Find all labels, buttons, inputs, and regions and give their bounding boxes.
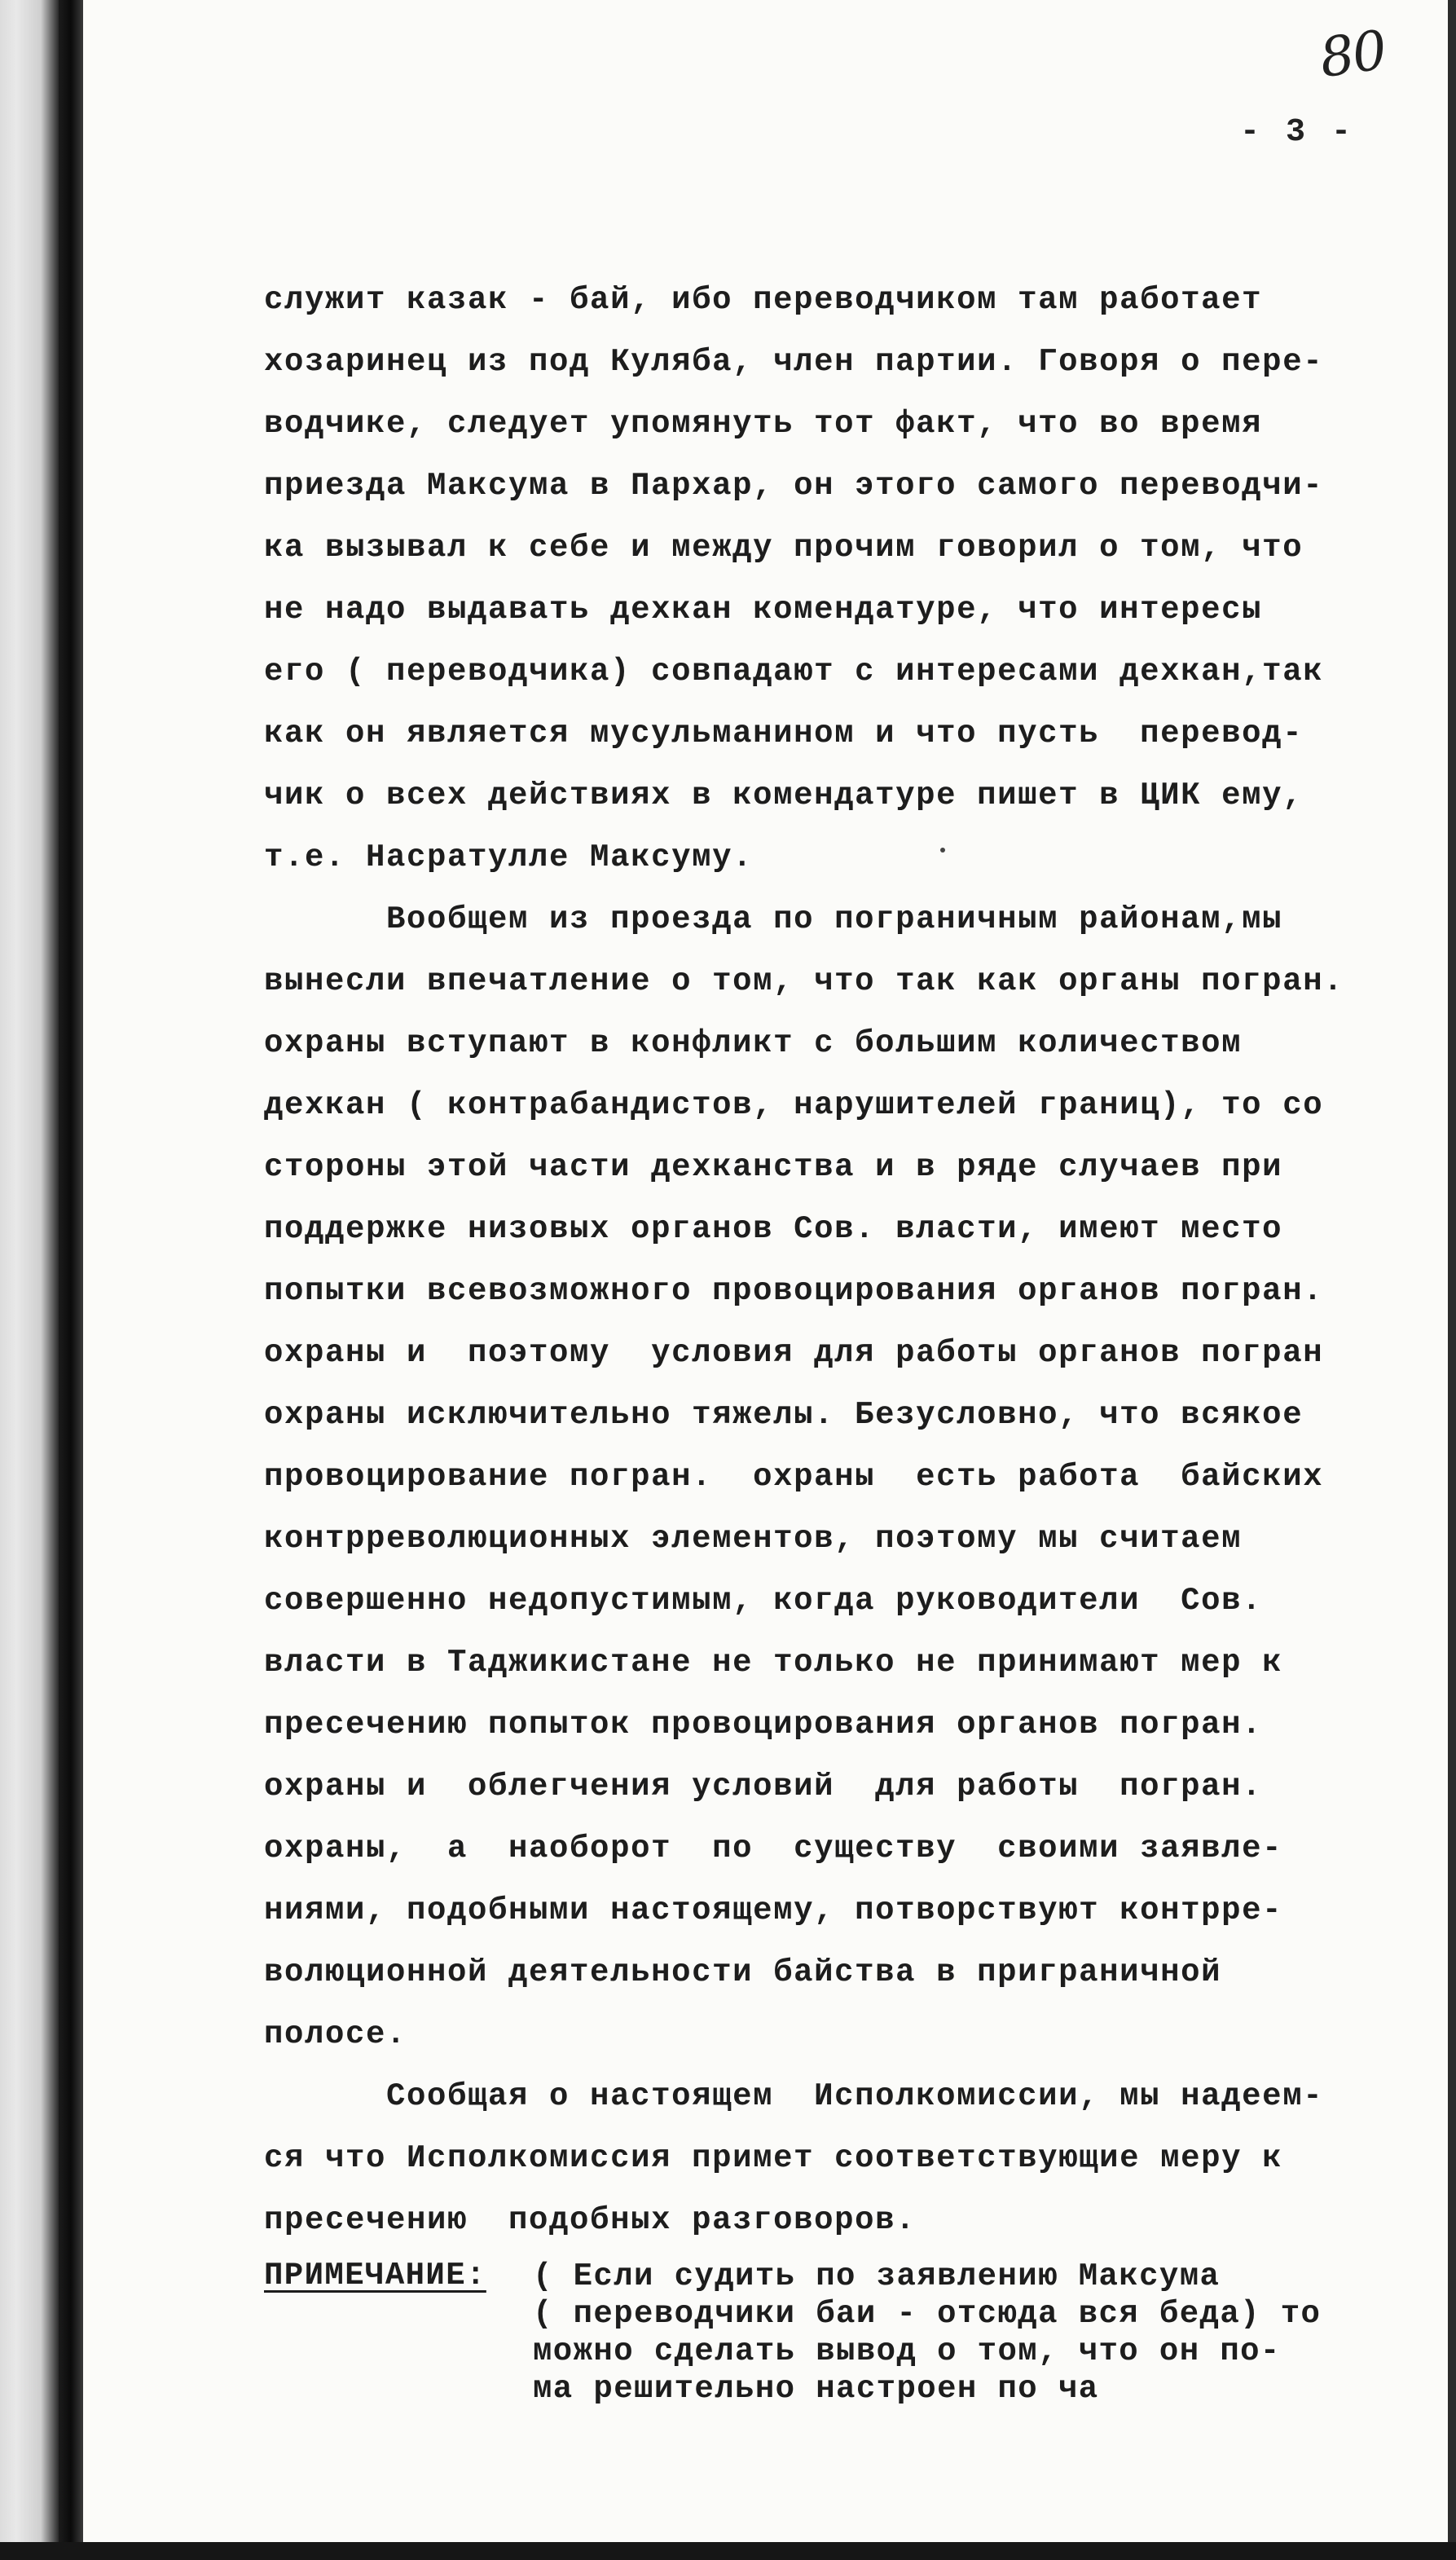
document-body: [264, 269, 1421, 2251]
body-line: хозаринец из под Куляба, член партии. Говоря о пере-: [264, 344, 1324, 380]
note-body: [533, 2258, 1429, 2408]
handwritten-folio-number: 80: [1316, 18, 1389, 90]
body-line: дехкан ( контрабандистов, нарушителей границ), то со: [264, 1087, 1324, 1123]
note-line: можно сделать вывод о том, что он по-: [533, 2333, 1281, 2369]
body-line: не надо выдавать дехкан комендатуре, что интересы: [264, 592, 1263, 628]
scan-left-margin: [0, 0, 59, 2560]
body-line: приезда Максума в Пархар, он этого самого переводчи-: [264, 468, 1324, 504]
body-line: контрреволюционных элементов, поэтому мы считаем: [264, 1521, 1243, 1557]
body-line: водчике, следует упомянуть тот факт, что во время: [264, 406, 1263, 442]
body-line: Вообщем из проезда по пограничным районам,мы: [264, 901, 1283, 937]
body-line: провоцирование погран. охраны есть работа байских: [264, 1459, 1324, 1495]
body-line: охраны вступают в конфликт с большим количеством: [264, 1025, 1243, 1061]
body-line: ся что Исполкомиссия примет соответствующие меру к: [264, 2140, 1283, 2176]
scan-right-edge: [1448, 0, 1456, 2560]
body-line: пресечению попыток провоцирования органов погран.: [264, 1707, 1263, 1743]
body-line: охраны исключительно тяжелы. Безусловно, что всякое: [264, 1397, 1304, 1433]
body-line: поддержке низовых органов Сов. власти, имеют место: [264, 1211, 1283, 1247]
body-line: Сообщая о настоящем Исполкомиссии, мы надеем-: [264, 2078, 1324, 2114]
body-line: полосе.: [264, 2016, 407, 2052]
body-line: ка вызывал к себе и между прочим говорил о том, что: [264, 530, 1304, 566]
body-line: стороны этой части дехканства и в ряде случаев при: [264, 1149, 1283, 1185]
body-line: попытки всевозможного провоцирования органов погран.: [264, 1273, 1324, 1309]
body-line: охраны и облегчения условий для работы погран.: [264, 1769, 1263, 1804]
body-line: вынесли впечатление о том, что так как органы погран.: [264, 963, 1344, 999]
body-line: служит казак - бай, ибо переводчиком там работает: [264, 282, 1263, 318]
scan-bottom-edge: [0, 2542, 1456, 2560]
note-label: ПРИМЕЧАНИЕ:: [264, 2258, 486, 2293]
body-line: чик о всех действиях в комендатуре пишет в ЦИК ему,: [264, 778, 1304, 813]
body-line: охраны и поэтому условия для работы органов погран: [264, 1335, 1324, 1371]
body-line: ниями, подобными настоящему, потворствуют контрре-: [264, 1892, 1283, 1928]
note-line: ма решительно настроен по ча: [533, 2371, 1099, 2407]
body-line: охраны, а наоборот по существу своими заявле-: [264, 1831, 1283, 1866]
body-line: его ( переводчика) совпадают с интересами дехкан,так: [264, 654, 1324, 690]
body-line: т.е. Насратулле Максуму.: [264, 839, 754, 875]
page-number: - 3 -: [1240, 114, 1355, 151]
note-line: ( переводчики баи - отсюда вся беда) то: [533, 2296, 1322, 2332]
body-line: волюционной деятельности байства в приграничной: [264, 1954, 1222, 1990]
body-line: совершенно недопустимым, когда руководители Сов.: [264, 1583, 1263, 1619]
body-line: власти в Таджикистане не только не принимают мер к: [264, 1645, 1283, 1681]
body-line: как он является мусульманином и что пусть перевод-: [264, 716, 1304, 751]
body-line: пресечению подобных разговоров.: [264, 2202, 917, 2238]
binding-strip: [59, 0, 83, 2560]
note-line: ( Если судить по заявлению Максума: [533, 2258, 1221, 2294]
